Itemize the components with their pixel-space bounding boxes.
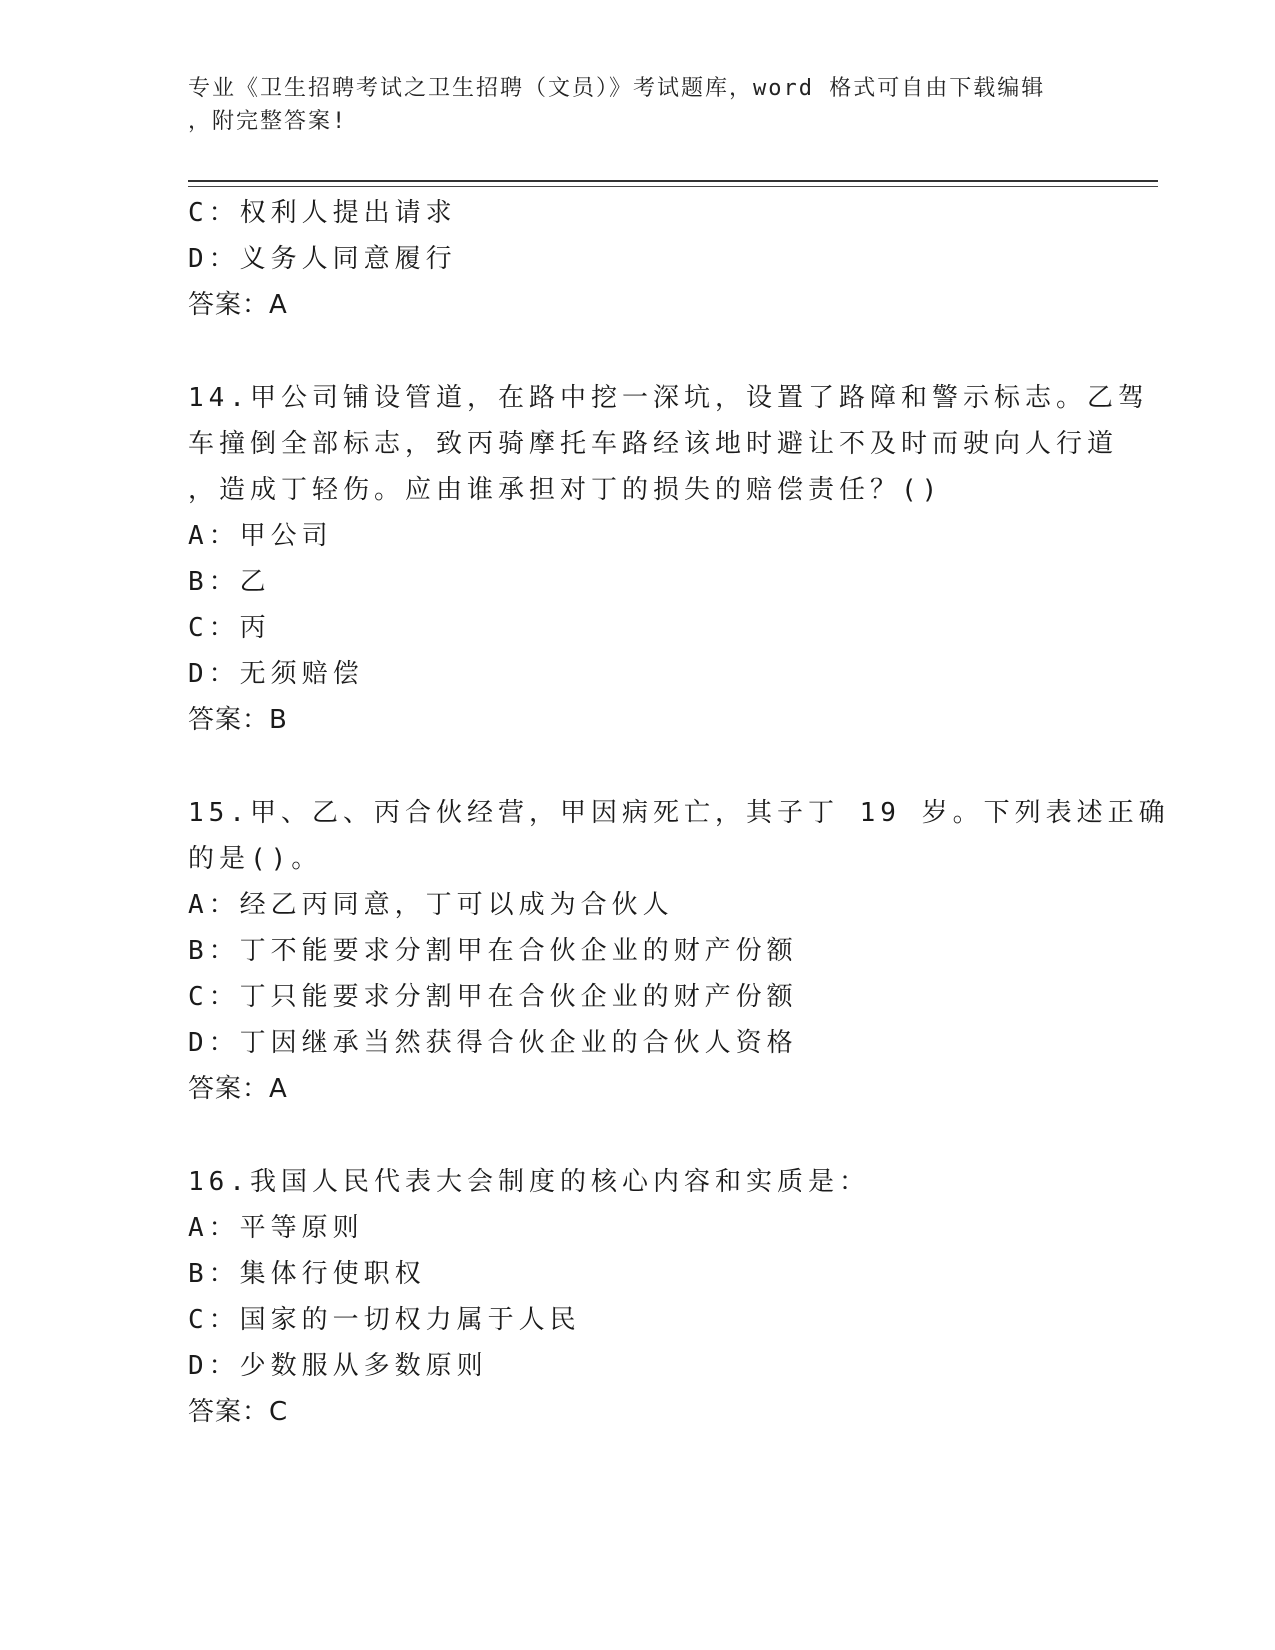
header-divider-thin — [188, 186, 1158, 187]
question-13-continued — [188, 190, 1088, 328]
option-a: A：经乙丙同意，丁可以成为合伙人 — [188, 890, 674, 920]
header-line-2: ，附完整答案! — [188, 109, 348, 134]
question-stem-line: 14.甲公司铺设管道，在路中挖一深坑，设置了路障和警示标志。乙驾 — [188, 383, 1149, 413]
option-a: A：甲公司 — [188, 521, 333, 551]
question-list — [188, 190, 1170, 1435]
answer: 答案：B — [188, 705, 288, 735]
question-stem-line: 16.我国人民代表大会制度的核心内容和实质是： — [188, 1167, 870, 1197]
header-line-1: 专业《卫生招聘考试之卫生招聘（文员）》考试题库，word 格式可自由下载编辑 — [188, 76, 1046, 101]
header-divider-thick — [188, 180, 1158, 182]
option-d: D：丁因继承当然获得合伙企业的合伙人资格 — [188, 1028, 798, 1058]
option-c: C：国家的一切权力属于人民 — [188, 1305, 581, 1335]
option-c: C：权利人提出请求 — [188, 198, 457, 228]
answer: 答案：A — [188, 290, 288, 320]
answer: 答案：A — [188, 1074, 288, 1104]
option-a: A：平等原则 — [188, 1213, 364, 1243]
question-stem-line: ，造成丁轻伤。应由谁承担对丁的损失的赔偿责任？() — [188, 475, 943, 505]
option-d: D：少数服从多数原则 — [188, 1351, 488, 1381]
option-d: D：无须赔偿 — [188, 659, 364, 689]
question-stem-line: 15.甲、乙、丙合伙经营，甲因病死亡，其子丁 19 岁。下列表述正确 — [188, 798, 1170, 828]
question-stem-line: 的是()。 — [188, 844, 323, 874]
document-header — [188, 72, 1078, 138]
answer: 答案：C — [188, 1397, 289, 1427]
option-b: B：乙 — [188, 567, 271, 597]
option-b: B：丁不能要求分割甲在合伙企业的财产份额 — [188, 936, 798, 966]
question-15 — [188, 790, 1170, 1112]
question-16 — [188, 1159, 1088, 1435]
question-14 — [188, 375, 1149, 743]
option-b: B：集体行使职权 — [188, 1259, 426, 1289]
option-c: C：丙 — [188, 613, 271, 643]
option-d: D：义务人同意履行 — [188, 244, 457, 274]
option-c: C：丁只能要求分割甲在合伙企业的财产份额 — [188, 982, 798, 1012]
question-stem-line: 车撞倒全部标志，致丙骑摩托车路经该地时避让不及时而驶向人行道 — [188, 429, 1119, 459]
